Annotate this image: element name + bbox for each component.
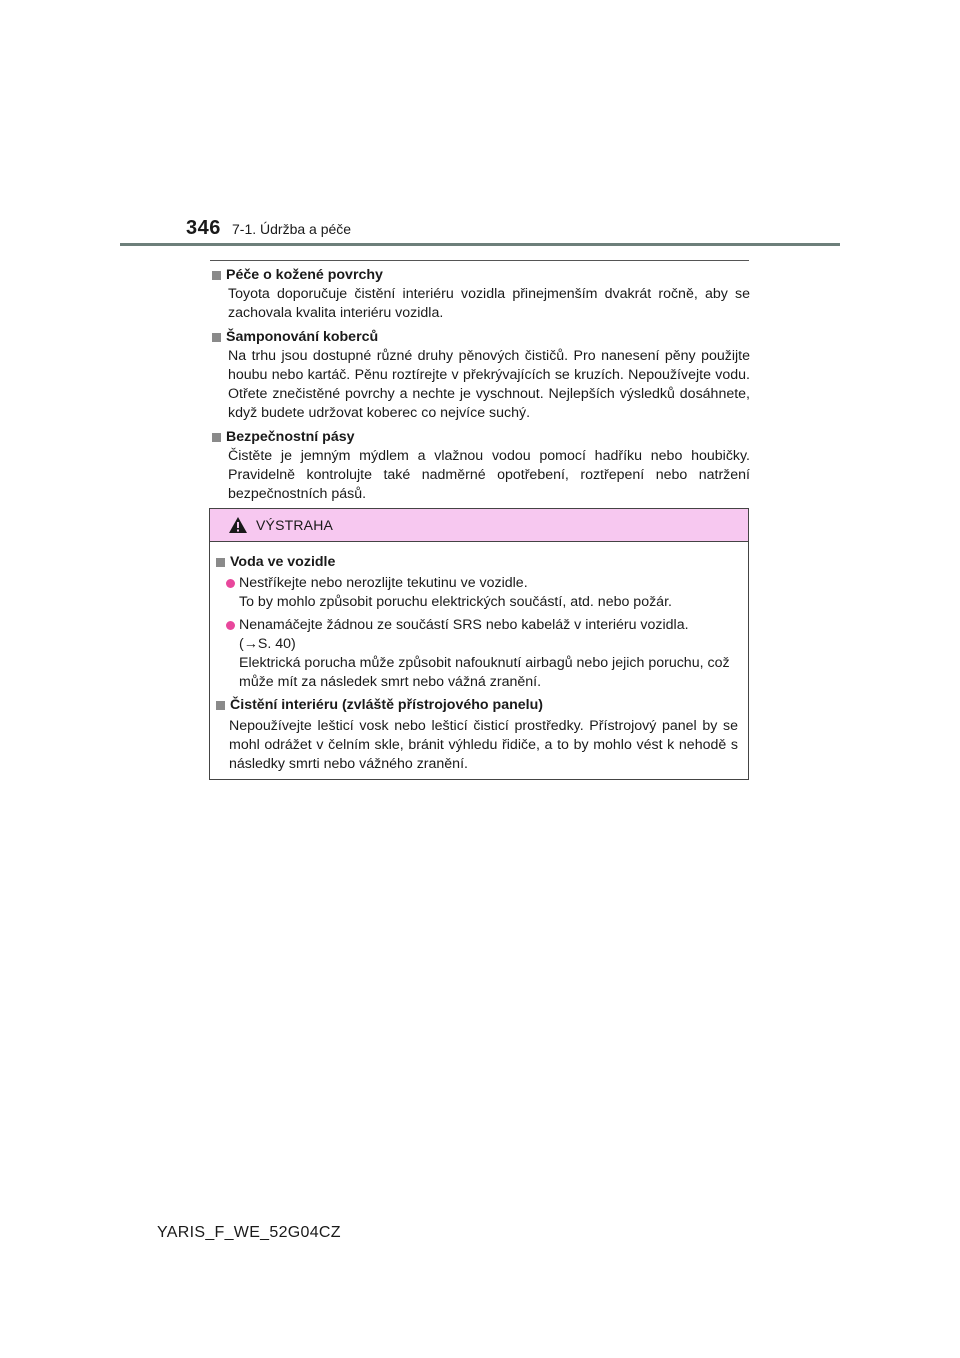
warning-header <box>210 509 748 542</box>
warning-body <box>210 542 748 774</box>
bullet-dot-icon <box>226 579 235 588</box>
section-seatbelts <box>210 428 750 504</box>
section-body: Čistěte je jemným mýdlem a vlažnou vodou pomocí hadříku nebo houbičky. Pravidelně kontrolujte také nadměrné opotřebení, roztřepení nebo natržení bezpečnostních pásů. <box>228 448 750 502</box>
section-body: Toyota doporučuje čistění interiéru vozidla přinejmenším dvakrát ročně, aby se zachovala kvalita interiéru vozidla. <box>228 286 750 321</box>
bullet-line: Nenamáčejte žádnou ze součástí SRS nebo kabeláž v interiéru vozidla. <box>239 617 689 633</box>
page-reference: (→S. 40) <box>239 636 296 652</box>
bullet-line: Elektrická porucha může způsobit nafouknutí airbagů nebo jejich poruchu, což může mít za následek smrt nebo vážná zranění. <box>239 655 730 690</box>
header-rule <box>120 243 840 246</box>
section-carpets <box>210 328 750 423</box>
square-bullet-icon <box>212 271 221 280</box>
section-title: Péče o kožené povrchy <box>226 267 383 283</box>
list-item <box>226 574 742 612</box>
warning-box <box>209 508 749 780</box>
section-header: 7-1. Údržba a péče <box>232 221 352 237</box>
square-bullet-icon <box>212 333 221 342</box>
section-title: Bezpečnostní pásy <box>226 429 355 445</box>
square-bullet-icon <box>216 701 225 710</box>
warning-group-title: Voda ve vozidle <box>230 554 336 570</box>
square-bullet-icon <box>212 433 221 442</box>
warning-group-body: Nepoužívejte lešticí vosk nebo lešticí čisticí prostředky. Přístrojový panel by se mohl odrážet v čelním skle, bránit výhledu řidiče, a to by mohlo vést k nehodě s následky smrti nebo vážného zranění. <box>229 718 738 772</box>
bullet-line: To by mohlo způsobit poruchu elektrických součástí, atd. nebo požár. <box>239 594 672 610</box>
warning-group-interior <box>214 696 742 774</box>
warning-group-title: Čistění interiéru (zvláště přístrojového panelu) <box>230 697 543 713</box>
content-rule <box>210 260 749 261</box>
page-number: 346 <box>186 217 221 239</box>
warning-group-water <box>214 553 742 692</box>
bullet-line: Nestříkejte nebo nerozlijte tekutinu ve vozidle. <box>239 575 528 591</box>
section-body: Na trhu jsou dostupné různé druhy pěnových čističů. Pro nanesení pěny použijte houbu nebo kartáč. Pěnu roztírejte v překrývajících se kruzích. Nepoužívejte vodu. Otřete znečistěné povrchy a nechte je vyschnout. Nejlepších výsledků dosáhnete, když budete udržovat koberec co nejvíce suchý. <box>228 348 750 421</box>
square-bullet-icon <box>216 558 225 567</box>
warning-title: VÝSTRAHA <box>256 517 334 533</box>
content <box>210 266 750 509</box>
warning-triangle-icon <box>228 516 248 534</box>
section-title: Šamponování koberců <box>226 329 379 345</box>
list-item <box>226 616 742 692</box>
section-leather <box>210 266 750 323</box>
document-code: YARIS_F_WE_52G04CZ <box>157 1224 341 1241</box>
bullet-dot-icon <box>226 621 235 630</box>
